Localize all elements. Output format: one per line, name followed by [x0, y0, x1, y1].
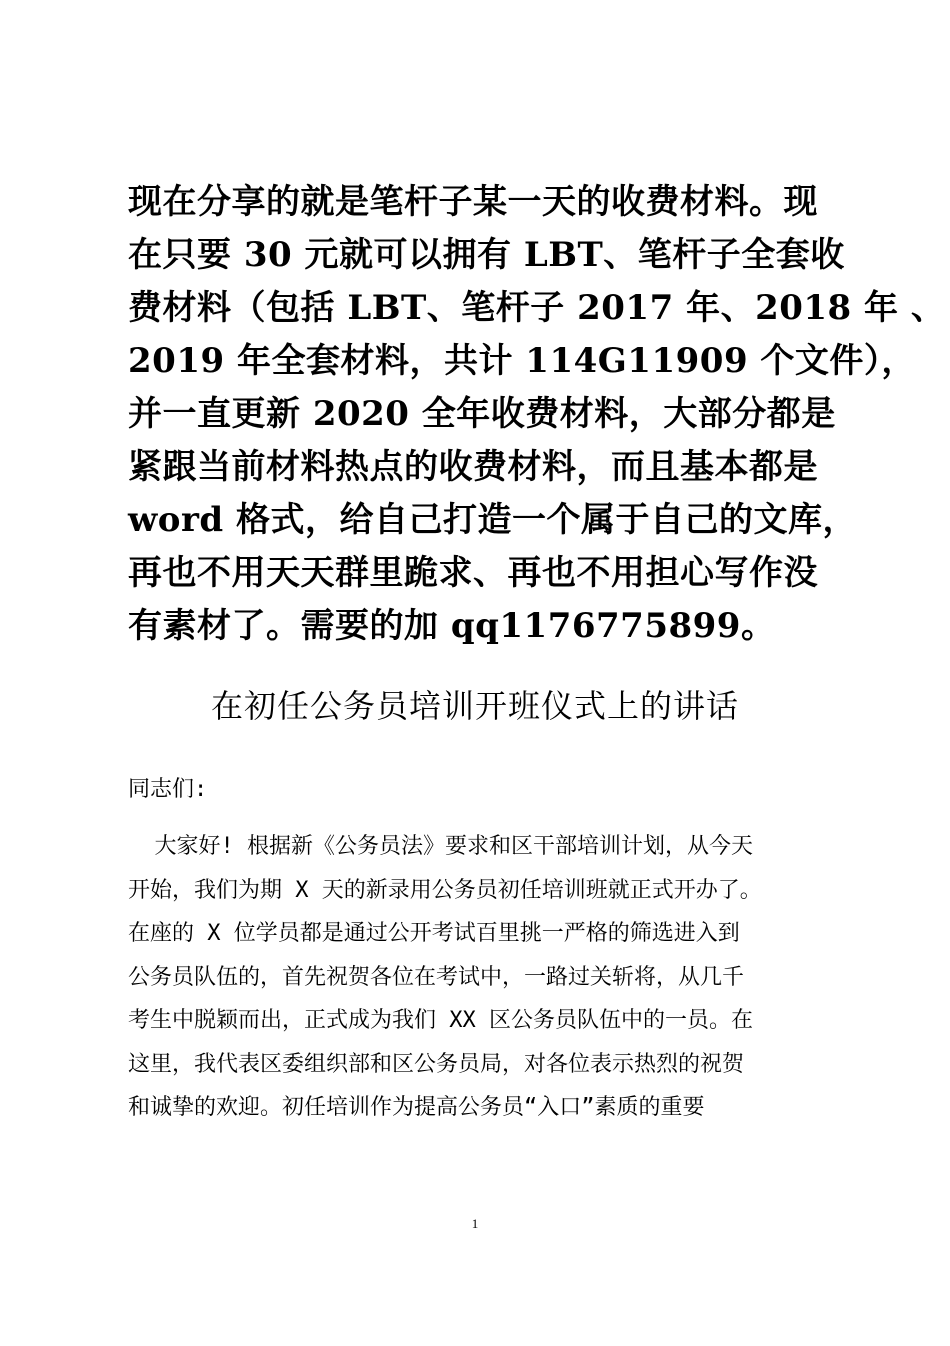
- page-number: 1: [471, 1216, 479, 1231]
- promo-line: 有素材了。需要的加 qq1176775899。: [128, 606, 776, 646]
- body-line: 开始，我们为期 X 天的新录用公务员初任培训班就正式开办了。: [128, 877, 762, 903]
- promo-line: 并一直更新 2020 全年收费材料，大部分都是: [128, 394, 836, 434]
- document-title: 在初任公务员培训开班仪式上的讲话: [210, 687, 739, 725]
- promo-line: 现在分享的就是笔杆子某一天的收费材料。现: [128, 182, 818, 222]
- body-line: 在座的 X 位学员都是通过公开考试百里挑一严格的筛选进入到: [128, 921, 740, 946]
- body-line: 这里，我代表区委组织部和区公务员局，对各位表示热烈的祝贺: [128, 1051, 745, 1077]
- body-line: 大家好! 根据新《公务员法》要求和区干部培训计划，从今天: [128, 834, 753, 859]
- body-line: 公务员队伍的，首先祝贺各位在考试中，一路过关斩将，从几千: [128, 964, 745, 990]
- promo-line: word 格式，给自己打造一个属于自己的文库，: [128, 500, 857, 540]
- promo-line: 紧跟当前材料热点的收费材料，而且基本都是: [128, 447, 818, 487]
- promo-line: 再也不用天天群里跪求、再也不用担心写作没: [128, 553, 818, 593]
- promo-line: 在只要 30 元就可以拥有 LBT、笔杆子全套收: [128, 235, 845, 275]
- body-line: 和诚挚的欢迎。初任培训作为提高公务员“入口”素质的重要: [128, 1095, 705, 1120]
- promo-line: 2019 年全套材料，共计 114G11909 个文件），: [128, 341, 916, 381]
- salutation: 同志们:: [128, 777, 208, 802]
- promo-line: 费材料（包括 LBT、笔杆子 2017 年、2018 年 、: [128, 288, 946, 328]
- promo-notice: [128, 176, 946, 653]
- body-line: 考生中脱颖而出，正式成为我们 XX 区公务员队伍中的一员。在: [128, 1008, 753, 1033]
- document-body: [128, 825, 838, 1130]
